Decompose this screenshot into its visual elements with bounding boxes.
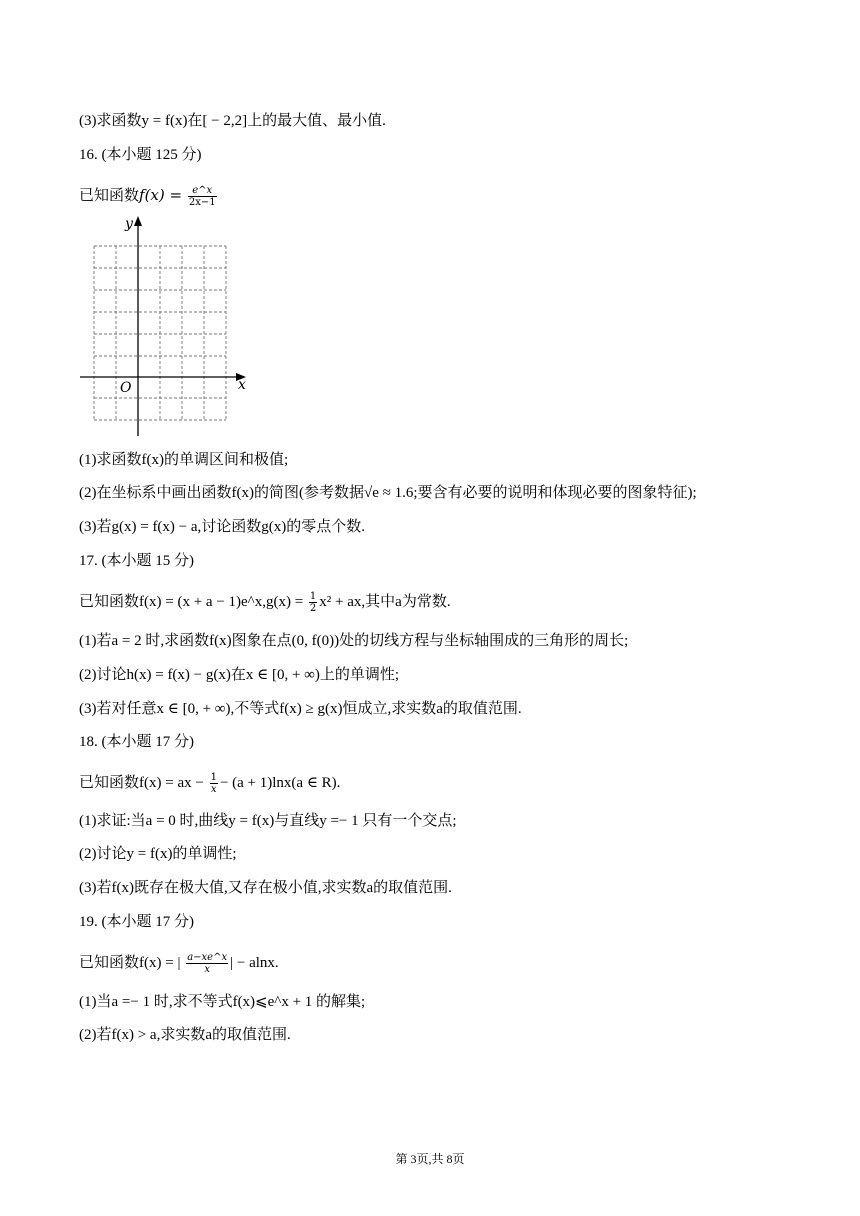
q16-heading: 16. (本小题 125 分) (79, 147, 202, 163)
q19-part2: (2)若f(x) > a,求实数a的取值范围. (79, 1027, 291, 1043)
q17-fraction: $\frac{1}{2}$ (309, 591, 317, 614)
q18-part2: (2)讨论y = f(x)的单调性; (79, 846, 237, 862)
q17-part3: (3)若对任意x ∈ [0, + ∞),不等式f(x) ≥ g(x)恒成立,求实数a的取值范围. (79, 701, 522, 717)
q18-statement: 已知函数f(x) = ax − $\frac{1}{x}$ − (a + 1)lnx(a ∈ R). (79, 772, 341, 795)
q16-part1: (1)求函数f(x)的单调区间和极值; (79, 452, 289, 468)
q18-part1: (1)求证:当a = 0 时,曲线y = f(x)与直线y =− 1 只有一个交点; (79, 813, 457, 829)
q18-heading: 18. (本小题 17 分) (79, 734, 194, 750)
q17-part2: (2)讨论h(x) = f(x) − g(x)在x ∈ [0, + ∞)上的单调性; (79, 667, 400, 683)
y-axis-arrow (134, 216, 142, 226)
y-axis-label: y (125, 216, 133, 232)
q17-heading: 17. (本小题 15 分) (79, 553, 194, 569)
origin-label: O (120, 380, 132, 396)
q19-part1: (1)当a =− 1 时,求不等式f(x)⩽e^x + 1 的解集; (79, 994, 366, 1010)
q16-part3: (3)若g(x) = f(x) − a,讨论函数g(x)的零点个数. (79, 519, 366, 535)
q15-part3: (3)求函数y = f(x)在[ − 2,2]上的最大值、最小值. (79, 113, 386, 129)
q19-fraction: $\frac{a-xe\^{}x}{x}$ (187, 952, 228, 975)
x-axis-label: x (238, 377, 246, 393)
coordinate-grid (76, 212, 256, 442)
page-footer: 第 3页,共 8页 (395, 1152, 465, 1166)
q16-fraction: $\frac{e\^{}x}{2x-1}$ (188, 185, 216, 208)
q16-part2: (2)在坐标系中画出函数f(x)的简图(参考数据√e ≈ 1.6;要含有必要的说明和体现必要的图象特征); (79, 485, 697, 501)
q17-part1: (1)若a = 2 时,求函数f(x)图象在点(0, f(0))处的切线方程与坐标轴围成的三角形的周长; (79, 633, 629, 649)
q18-fraction: $\frac{1}{x}$ (210, 772, 217, 795)
q19-statement: 已知函数f(x) = | $\frac{a-xe\^{}x}{x}$ | − alnx. (79, 952, 279, 975)
q19-heading: 19. (本小题 17 分) (79, 914, 194, 930)
q18-part3: (3)若f(x)既存在极大值,又存在极小值,求实数a的取值范围. (79, 880, 452, 896)
q17-statement: 已知函数f(x) = (x + a − 1)e^x,g(x) = $\frac{1}{2}$ x² + ax,其中a为常数. (79, 591, 451, 614)
q16-statement: 已知函数f(x) = $\frac{e\^{}x}{2x-1}$ (79, 185, 216, 208)
